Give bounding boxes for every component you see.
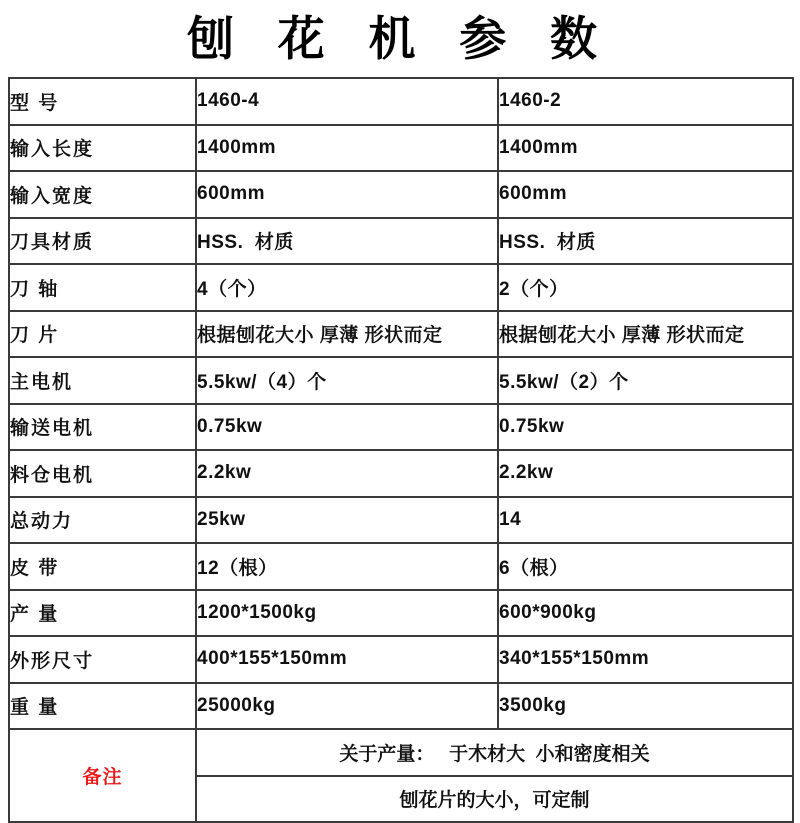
remark-label: 备注 — [9, 729, 196, 822]
cell-blade-material-1: HSS. 材质 — [196, 218, 498, 265]
remark-line-1: 关于产量： 于木材大 小和密度相关 — [196, 729, 793, 776]
cell-main-motor-2: 5.5kw/（2）个 — [498, 357, 793, 404]
table-row — [9, 497, 793, 544]
spec-table — [8, 77, 794, 823]
cell-total-power-1: 25kw — [196, 497, 498, 544]
table-row — [9, 543, 793, 590]
cell-blades-2: 根据刨花大小 厚薄 形状而定 — [498, 311, 793, 358]
cell-blade-material-2: HSS. 材质 — [498, 218, 793, 265]
cell-hopper-motor-2: 2.2kw — [498, 450, 793, 497]
table-row — [9, 683, 793, 730]
table-row — [9, 404, 793, 451]
cell-total-power-2: 14 — [498, 497, 793, 544]
table-row — [9, 590, 793, 637]
row-label-dimensions: 外形尺寸 — [9, 636, 196, 683]
cell-weight-2: 3500kg — [498, 683, 793, 730]
row-label-hopper-motor: 料仓电机 — [9, 450, 196, 497]
row-label-input-length: 输入长度 — [9, 125, 196, 172]
table-row-remark — [9, 729, 793, 776]
cell-main-motor-1: 5.5kw/（4）个 — [196, 357, 498, 404]
cell-input-length-1: 1400mm — [196, 125, 498, 172]
table-row — [9, 357, 793, 404]
page-title: 刨 花 机 参 数 — [187, 14, 613, 66]
cell-knife-shaft-1: 4（个） — [196, 264, 498, 311]
cell-belts-2: 6（根） — [498, 543, 793, 590]
cell-input-width-2: 600mm — [498, 171, 793, 218]
table-row — [9, 311, 793, 358]
table-row — [9, 218, 793, 265]
table-row — [9, 264, 793, 311]
cell-output-1: 1200*1500kg — [196, 590, 498, 637]
cell-hopper-motor-1: 2.2kw — [196, 450, 498, 497]
remark-line-2: 刨花片的大小，可定制 — [196, 776, 793, 823]
row-label-conveyor-motor: 输送电机 — [9, 404, 196, 451]
row-label-blade-material: 刀具材质 — [9, 218, 196, 265]
row-label-model: 型 号 — [9, 78, 196, 125]
cell-blades-1: 根据刨花大小 厚薄 形状而定 — [196, 311, 498, 358]
cell-conveyor-motor-1: 0.75kw — [196, 404, 498, 451]
table-row — [9, 636, 793, 683]
cell-dimensions-1: 400*155*150mm — [196, 636, 498, 683]
cell-weight-1: 25000kg — [196, 683, 498, 730]
cell-belts-1: 12（根） — [196, 543, 498, 590]
row-label-weight: 重 量 — [9, 683, 196, 730]
cell-knife-shaft-2: 2（个） — [498, 264, 793, 311]
row-label-main-motor: 主电机 — [9, 357, 196, 404]
row-label-total-power: 总动力 — [9, 497, 196, 544]
cell-input-width-1: 600mm — [196, 171, 498, 218]
cell-model-2: 1460-2 — [498, 78, 793, 125]
table-row — [9, 125, 793, 172]
row-label-output: 产 量 — [9, 590, 196, 637]
cell-model-1: 1460-4 — [196, 78, 498, 125]
table-row — [9, 171, 793, 218]
row-label-belts: 皮 带 — [9, 543, 196, 590]
cell-dimensions-2: 340*155*150mm — [498, 636, 793, 683]
row-label-input-width: 输入宽度 — [9, 171, 196, 218]
table-row — [9, 450, 793, 497]
table-row — [9, 78, 793, 125]
cell-conveyor-motor-2: 0.75kw — [498, 404, 793, 451]
cell-output-2: 600*900kg — [498, 590, 793, 637]
cell-input-length-2: 1400mm — [498, 125, 793, 172]
row-label-knife-shaft: 刀 轴 — [9, 264, 196, 311]
row-label-blades: 刀 片 — [9, 311, 196, 358]
